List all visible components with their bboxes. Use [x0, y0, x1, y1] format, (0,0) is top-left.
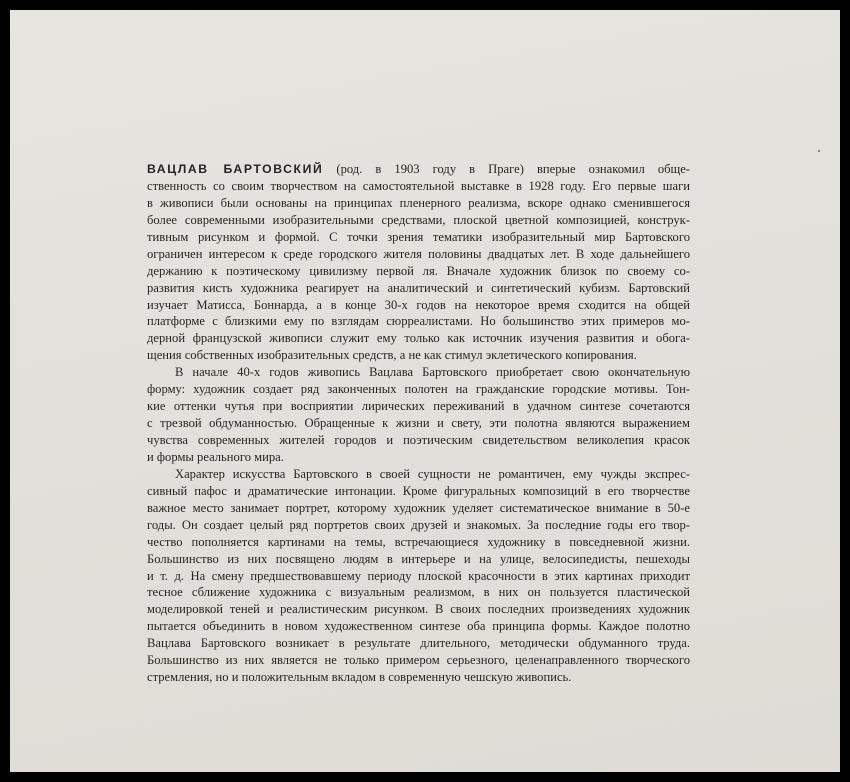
- text-line: Характер искусства Бартовского в своей сущности не романтичен, ему чужды экспрес-: [175, 466, 690, 481]
- text-line: стремления, но и положительным вкладом в современную чешскую живопись.: [147, 670, 572, 685]
- text-line: тивным рисунком и формой. С точки зрения тематики изобразительный мир Бартовского: [147, 229, 690, 244]
- text-line: развития кисть художника реагирует на аналитический и синтетический кубизм. Бартовский: [147, 280, 690, 295]
- author-name: ВАЦЛАВ БАРТОВСКИЙ: [147, 162, 324, 176]
- text-line: и формы реального мира.: [147, 449, 284, 464]
- text-line: чество пополняется картинами на темы, встречающиеся художнику в повседневной жизни.: [147, 534, 690, 549]
- text-line: Большинство из них является не только примером серьезного, целенаправленного творческого: [147, 653, 690, 668]
- text-line: тесное сближение художника с визуальным реализмом, в них он пользуется пластической: [147, 585, 690, 600]
- article-text: [147, 161, 690, 686]
- text-line: и т. д. На смену предшествовавшему периоду плоской красочности в этих картинах приходит: [147, 568, 690, 583]
- text-line: держанию к поэтическому цивилизму первой ля. Вначале художник близок по своему со-: [147, 263, 690, 278]
- text-line: с трезвой обдуманностью. Обращенные к жизни и свету, эти полотна являются выражением: [147, 416, 690, 431]
- text-line: годы. Он создает целый ряд портретов своих друзей и знакомых. За последние годы его твор-: [147, 517, 690, 532]
- text-line: моделировкой теней и реалистическим рисунком. В своих последних произведениях художник: [147, 602, 690, 617]
- text-line: [147, 161, 690, 178]
- text-line: изучает Матисса, Боннарда, а в конце 30-х годов на некоторое время сходится на общей: [147, 297, 690, 312]
- text-line: форму: художник создает ряд законченных полотен на гражданские городские мотивы. Тон-: [147, 382, 690, 397]
- text-line: щения собственных изобразительных средств, а не как стимул эклетического копирования.: [147, 348, 637, 363]
- text-line: Вацлава Бартовского возникает в результате длительного, методически обдуманного труда.: [147, 636, 690, 651]
- text-line: в живописи были основаны на принципах пленерного реализма, вскоре однако сменившегося: [147, 195, 690, 210]
- paper-speck: [818, 150, 820, 152]
- text-line: платформе с близкими ему по взглядам сюрреалистами. Но большинство этих примеров мо-: [147, 314, 690, 329]
- text-line: ограничен интересом к среде городского жителя половины двадцатых лет. В ходе дальнейшего: [147, 246, 690, 261]
- text-line: Большинство из них посвящено людям в интерьере и на улице, велосипедисты, пешеходы: [147, 551, 690, 566]
- text-line: пытается объединить в новом художественном синтезе оба принципа формы. Каждое полотно: [147, 619, 690, 634]
- text-line-content: (род. в 1903 году в Праге) вперые ознакомил обще-: [323, 162, 691, 176]
- text-line: кие оттенки чутья при восприятии лирических переживаний в удачном синтезе сочетаются: [147, 399, 690, 414]
- text-line: дерной французской живописи служит ему только как источник изучения развития и обога-: [147, 331, 690, 346]
- paper-page: [10, 10, 840, 772]
- text-line: В начале 40-х годов живопись Вацлава Бартовского приобретает свою окончательную: [175, 365, 690, 380]
- text-line: ственность со своим творчеством на самостоятельной выставке в 1928 году. Его первые шаги: [147, 178, 690, 193]
- text-line: сивный пафос и драматические интонации. Кроме фигуральных композиций в его творчестве: [147, 483, 690, 498]
- text-line: чувства современных жителей городов и поэтическим свидетельством великолепия красок: [147, 433, 690, 447]
- text-line: важное место занимает портрет, которому художник уделяет систематическое внимание в 50-е: [147, 500, 690, 515]
- text-line: более современными изобразительными средствами, плоской цветной композицией, конструк-: [147, 212, 690, 227]
